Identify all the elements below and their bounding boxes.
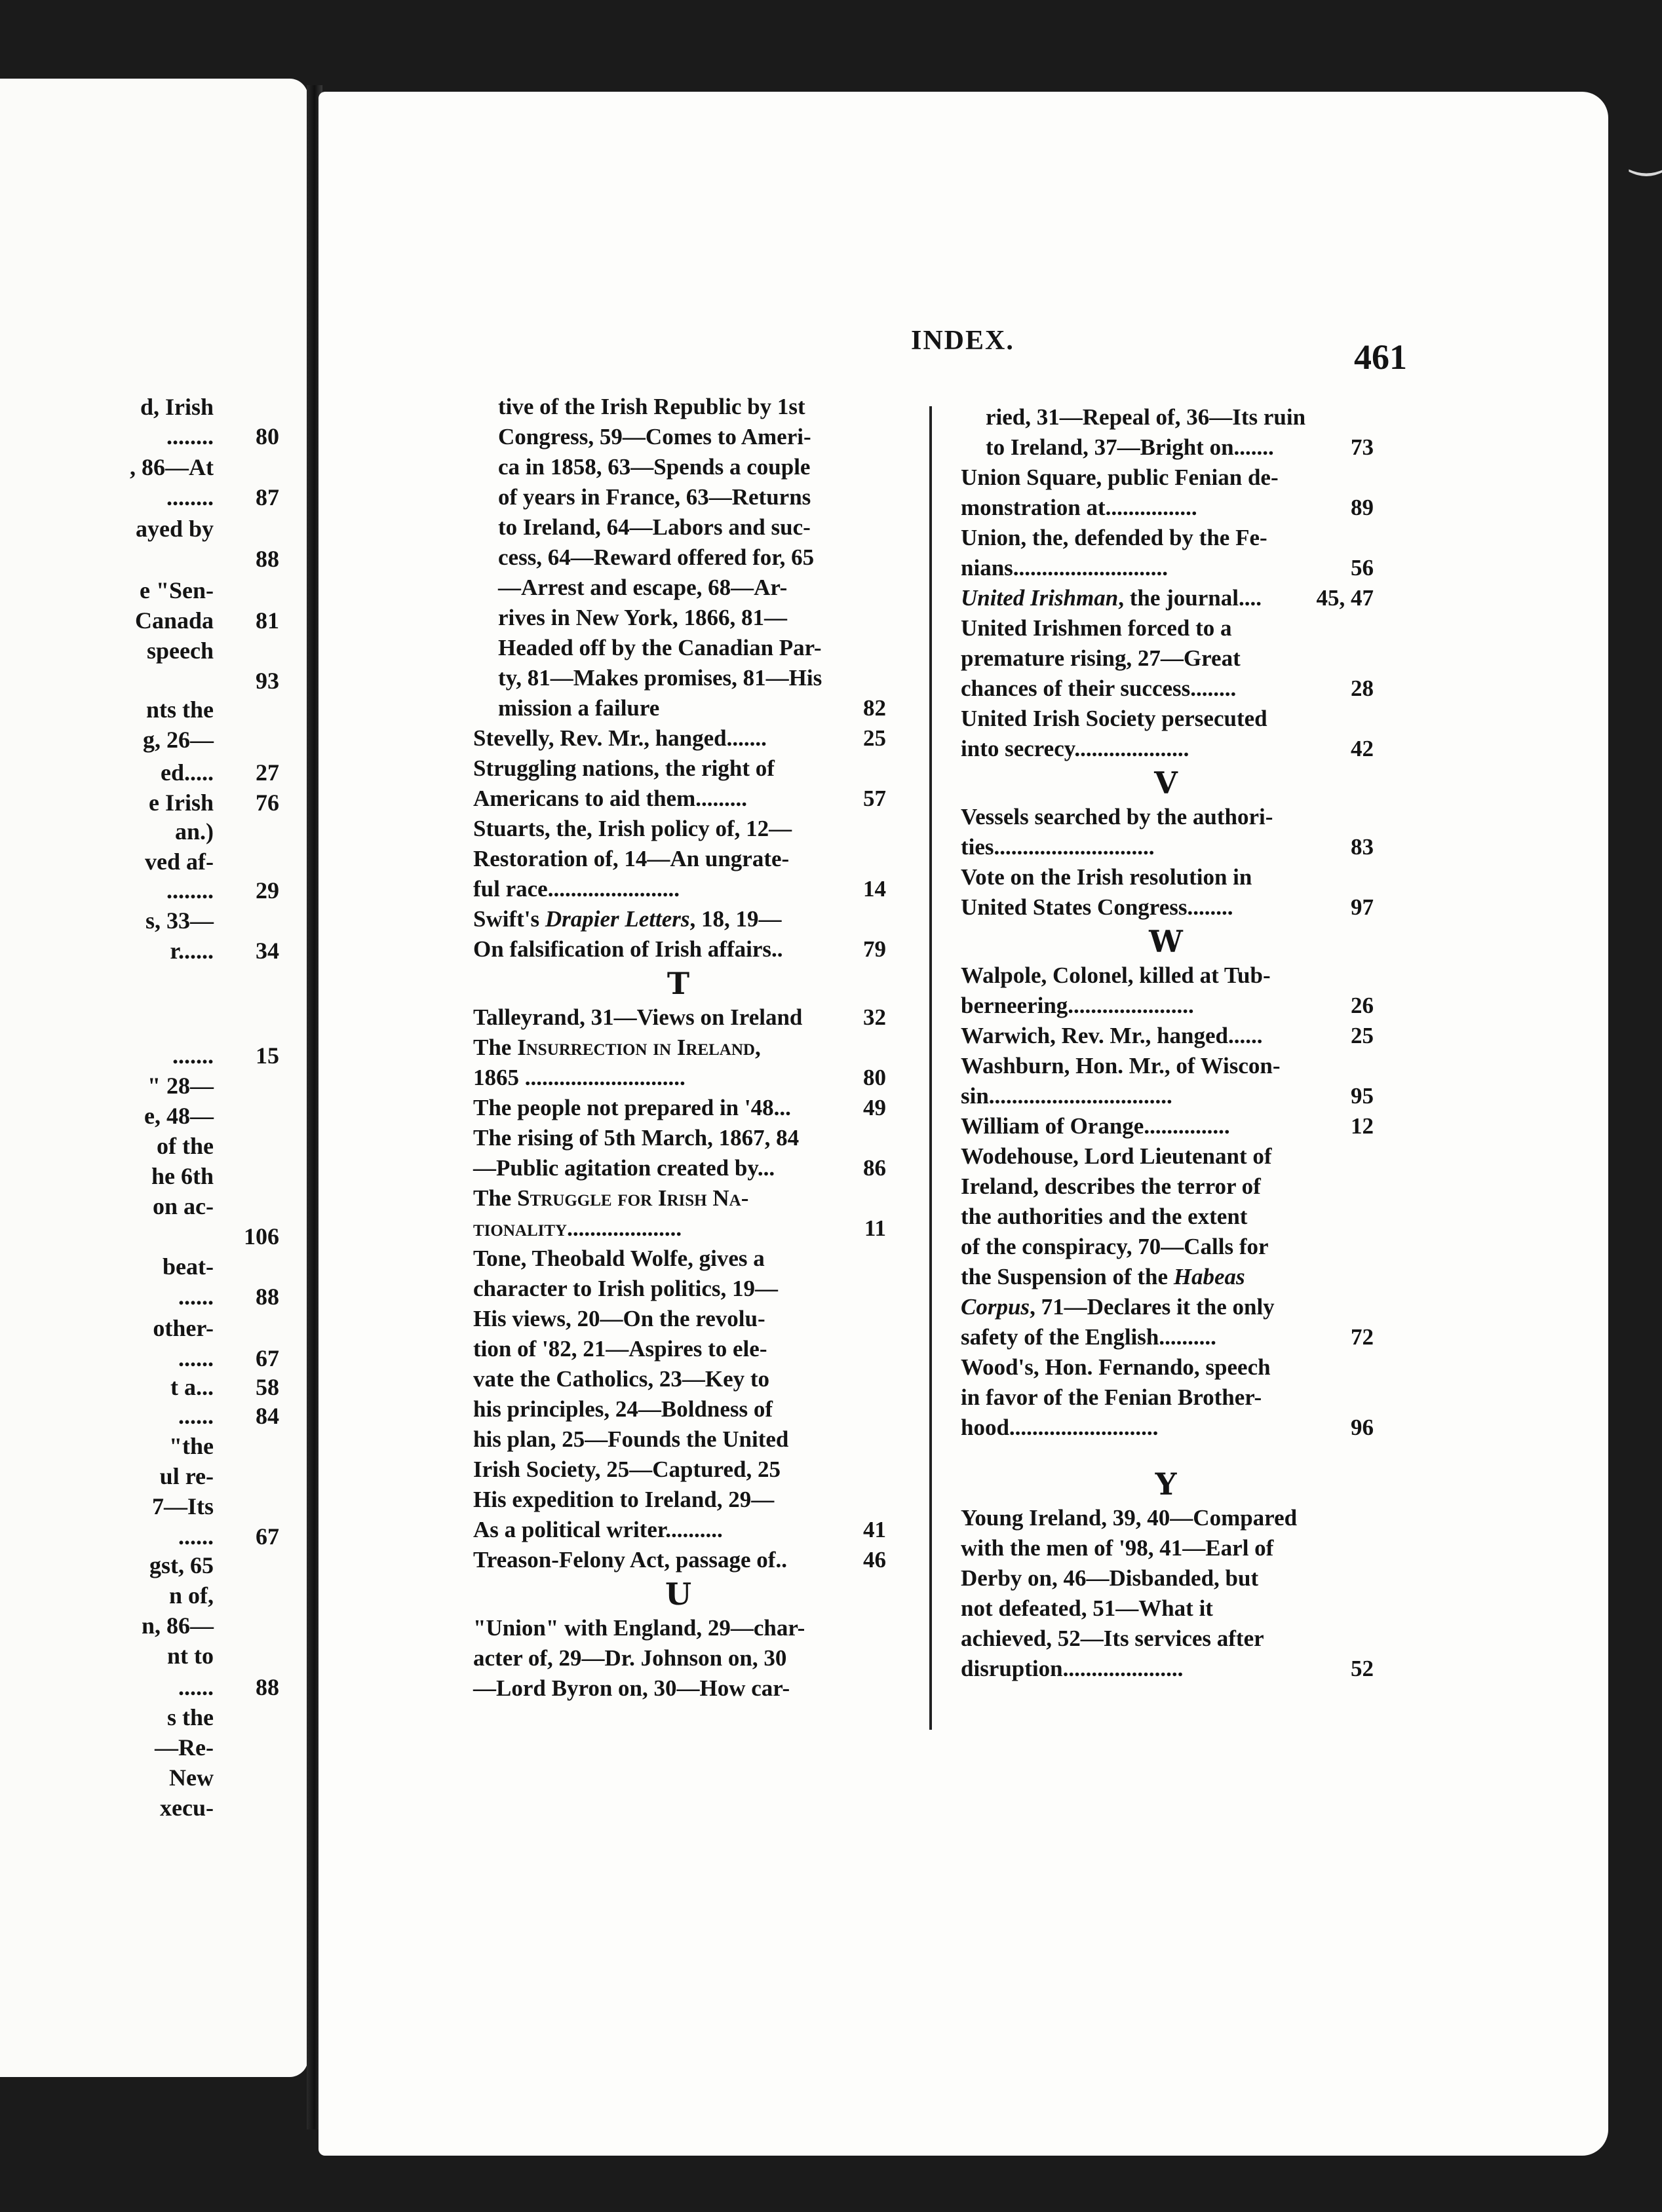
page-ref: 88 [256, 1284, 279, 1310]
index-entry [473, 1244, 886, 1545]
entry-line: achieved, 52—Its services after [961, 1626, 1264, 1651]
facing-page-line [0, 1192, 279, 1220]
entry-line: Talleyrand, 31—Views on Ireland [473, 1004, 803, 1030]
facing-page-line [0, 877, 279, 904]
entry-line: Restoration of, 14—An ungrate- [473, 846, 790, 871]
index-entry [473, 723, 886, 753]
page-ref: 32 [863, 1004, 886, 1030]
page-ref: 87 [256, 484, 279, 510]
fragment-text: ....... [172, 1042, 214, 1069]
index-entry [473, 1123, 886, 1153]
entry-title-smallcaps: Insurrection in Ireland, [517, 1035, 761, 1060]
leader-dots: .................... [567, 1215, 682, 1241]
entry-line: United States Congress........ [961, 894, 1233, 920]
entry-line: ties............................ [961, 834, 1155, 860]
facing-page-line [0, 759, 279, 786]
page-ref: 96 [1351, 1415, 1374, 1440]
fragment-text: nt to [167, 1643, 214, 1669]
entry-line: cess, 64—Reward offered for, 65 [498, 544, 815, 570]
entry-text: , the journal.... [1118, 585, 1262, 611]
index-entries-w [961, 961, 1374, 1141]
page-ref: 88 [256, 1674, 279, 1700]
page-ref: 57 [863, 786, 886, 811]
entry-line: his plan, 25—Founds the United [473, 1426, 789, 1452]
entry-line: tion of '82, 21—Aspires to ele- [473, 1336, 767, 1362]
fragment-text: —Re- [155, 1734, 214, 1761]
entry-line: to Ireland, 64—Labors and suc- [498, 514, 811, 540]
entry-line: Derby on, 46—Disbanded, but [961, 1565, 1259, 1591]
index-entry [961, 704, 1374, 764]
entry-line: Walpole, Colonel, killed at Tub- [961, 963, 1271, 988]
facing-page-line [0, 393, 279, 421]
fragment-text: e Irish [149, 790, 214, 816]
entry-line: Warwich, Rev. Mr., hanged...... [961, 1023, 1263, 1048]
entry-title-italic: Corpus [961, 1294, 1030, 1320]
entry-line: with the men of '98, 41—Earl of [961, 1535, 1274, 1561]
entry-line: His expedition to Ireland, 29— [473, 1487, 775, 1512]
facing-page-line [0, 1764, 279, 1791]
page-ref: 106 [244, 1223, 279, 1249]
facing-page-line [0, 607, 279, 634]
facing-page-left [0, 79, 308, 2077]
fragment-text: ...... [178, 1284, 214, 1310]
facing-page-line [0, 1283, 279, 1310]
column-rule [929, 406, 932, 1730]
entry-line: nians........................... [961, 555, 1169, 581]
entry-text: Swift's [473, 906, 545, 932]
index-entry-continuation [473, 392, 886, 723]
fragment-text: s, 33— [145, 907, 214, 934]
entry-line: United Irish Society persecuted [961, 706, 1267, 731]
page-ref: 73 [1351, 434, 1374, 460]
entry-line: the authorities and the extent [961, 1204, 1248, 1229]
entry-line: Union Square, public Fenian de- [961, 465, 1279, 490]
facing-page-line [0, 1673, 279, 1701]
section-letter-w: W [1149, 924, 1186, 959]
entry-text: , 71—Declares it the only [1030, 1294, 1275, 1320]
index-entry-swift [473, 904, 886, 964]
facing-page-line [0, 726, 279, 753]
facing-page-line [0, 1734, 279, 1761]
entry-line: of the conspiracy, 70—Calls for [961, 1234, 1269, 1259]
facing-page-line [0, 1402, 279, 1430]
page-ref: 88 [256, 546, 279, 572]
entry-line: into secrecy.................... [961, 736, 1189, 761]
facing-page-line [0, 1794, 279, 1821]
fragment-text: on ac- [153, 1193, 214, 1219]
index-entry [961, 1503, 1374, 1684]
facing-page-line [0, 848, 279, 875]
entry-title-smallcaps: tionality [473, 1215, 568, 1241]
entry-line: of years in France, 63—Returns [498, 484, 811, 510]
entry-line: —Lord Byron on, 30—How car- [473, 1675, 790, 1701]
entry-line: premature rising, 27—Great [961, 645, 1241, 671]
page-ref: 49 [863, 1095, 886, 1120]
entry-line: —Public agitation created by... [473, 1155, 775, 1181]
entry-text: The [473, 1185, 518, 1211]
fragment-text: ........ [166, 877, 214, 904]
entry-line: Union, the, defended by the Fe- [961, 525, 1267, 550]
facing-page-line [0, 1612, 279, 1639]
entry-text: The [473, 1035, 518, 1060]
page-ref: 52 [1351, 1656, 1374, 1681]
facing-page-line [0, 1253, 279, 1280]
page-ref: 26 [1351, 993, 1374, 1018]
entry-line: Tone, Theobald Wolfe, gives a [473, 1246, 765, 1271]
entry-line: Young Ireland, 39, 40—Compared [961, 1505, 1298, 1531]
entry-line: United Irishmen forced to a [961, 615, 1232, 641]
entry-line: Stuarts, the, Irish policy of, 12— [473, 816, 792, 841]
facing-page-line [0, 907, 279, 934]
fragment-text: Canada [134, 607, 214, 634]
facing-page-line [0, 1042, 279, 1069]
index-entry [961, 1352, 1374, 1443]
index-entry [961, 961, 1374, 1021]
page-ref: 25 [1351, 1023, 1374, 1048]
entry-line: Struggling nations, the right of [473, 755, 775, 781]
facing-page-line [0, 818, 279, 845]
entry-line: to Ireland, 37—Bright on....... [986, 434, 1274, 460]
page-ref: 95 [1351, 1083, 1374, 1109]
facing-page-line [0, 1072, 279, 1099]
entry-line: Vote on the Irish resolution in [961, 864, 1252, 890]
fragment-text: , 86—At [130, 454, 214, 480]
entry-line: ca in 1858, 63—Spends a couple [498, 454, 811, 480]
entry-line: The rising of 5th March, 1867, 84 [473, 1125, 800, 1151]
fragment-text: ...... [178, 1403, 214, 1429]
index-entry-talleyrand [473, 1002, 886, 1033]
index-entry [961, 862, 1374, 923]
page-ref: 11 [864, 1215, 886, 1241]
fragment-text: New [169, 1764, 214, 1791]
fragment-text: beat- [163, 1253, 214, 1280]
index-entry [473, 1613, 886, 1704]
fragment-text: "the [169, 1433, 214, 1459]
entry-line: Ireland, describes the terror of [961, 1173, 1261, 1199]
page-ref: 25 [863, 725, 886, 751]
entry-line: The people not prepared in '48... [473, 1095, 791, 1120]
fragment-text: ayed by [135, 516, 214, 542]
index-entry-struggle [473, 1183, 886, 1244]
facing-page-line [0, 515, 279, 543]
facing-page-line [0, 637, 279, 664]
entry-text: the Suspension of the [961, 1264, 1174, 1289]
page-ref: 46 [863, 1547, 886, 1573]
index-entry [961, 613, 1374, 704]
index-entry-young-ireland [961, 1503, 1374, 1684]
entry-line: his principles, 24—Boldness of [473, 1396, 773, 1422]
entry-line: vate the Catholics, 23—Key to [473, 1366, 770, 1392]
facing-page-line [0, 484, 279, 511]
entry-line: Congress, 59—Comes to Ameri- [498, 424, 811, 449]
page-ref: 82 [863, 695, 886, 721]
facing-page-line [0, 423, 279, 450]
fragment-text: speech [147, 638, 214, 664]
facing-page-line [0, 1462, 279, 1490]
facing-page-line [0, 937, 279, 964]
fragment-text: ed..... [161, 759, 214, 786]
facing-page-line [0, 1223, 279, 1250]
index-entry-united-irishman [961, 583, 1374, 613]
page-ref: 67 [256, 1345, 279, 1371]
page-ref: 67 [256, 1523, 279, 1550]
entry-title-italic: Habeas [1173, 1264, 1245, 1289]
fragment-text: xecu- [160, 1795, 214, 1821]
page-ref: 80 [256, 423, 279, 449]
page-ref: 42 [1351, 736, 1374, 761]
page-ref: 29 [256, 877, 279, 904]
page-ref: 41 [863, 1517, 886, 1542]
entry-title-smallcaps: Struggle for Irish Na- [517, 1185, 749, 1211]
fragment-text: an.) [174, 818, 214, 845]
page-ref: 34 [256, 938, 279, 964]
page-ref: 27 [256, 759, 279, 786]
index-entry [961, 463, 1374, 523]
entry-line: rives in New York, 1866, 81— [498, 605, 788, 630]
fragment-text: ved af- [145, 849, 214, 875]
index-entry [473, 1093, 886, 1123]
fragment-text: d, Irish [140, 394, 214, 420]
facing-page-line [0, 1523, 279, 1550]
index-entries-u [961, 463, 1374, 583]
fragment-text: gst, 65 [149, 1552, 214, 1578]
facing-page-line [0, 789, 279, 816]
facing-page-line [0, 1373, 279, 1401]
entry-line: His views, 20—On the revolu- [473, 1306, 765, 1331]
entry-line: ful race....................... [473, 876, 680, 902]
page-ref: 56 [1351, 555, 1374, 581]
index-entry [473, 1153, 886, 1183]
index-entry-insurrection [473, 1033, 886, 1093]
entry-line: mission a failure [498, 695, 660, 721]
fragment-text: " 28— [147, 1073, 214, 1099]
page-ref: 76 [256, 790, 279, 816]
index-entry-wood [961, 1352, 1374, 1443]
section-letter-y: Y [1155, 1466, 1180, 1502]
fragment-text: nts the [145, 696, 214, 723]
index-entry-continuation [961, 402, 1374, 463]
fragment-text: ul re- [159, 1463, 214, 1489]
entry-line: ried, 31—Repeal of, 36—Its ruin [986, 404, 1306, 430]
index-entry [473, 1002, 886, 1033]
entry-title-italic: United Irishman [961, 585, 1119, 611]
page-ref: 84 [256, 1403, 279, 1429]
entry-line: —Arrest and escape, 68—Ar- [498, 575, 788, 600]
page-ref: 58 [256, 1374, 279, 1400]
facing-page-line [0, 1314, 279, 1342]
facing-page-line [0, 1704, 279, 1731]
facing-page-line [0, 453, 279, 481]
page-ref: 14 [863, 876, 886, 902]
corner-mark: ‿ [1631, 131, 1662, 177]
fragment-text: e "Sen- [140, 577, 214, 603]
fragment-text: other- [153, 1315, 214, 1341]
fragment-text: ...... [178, 1674, 214, 1700]
page-ref: 86 [863, 1155, 886, 1181]
index-entry [473, 753, 886, 814]
entry-text: 1865 ............................ [473, 1065, 686, 1090]
entry-line: tive of the Irish Republic by 1st [498, 394, 805, 419]
facing-page-line [0, 1432, 279, 1460]
index-entry-wodehouse [961, 1141, 1374, 1352]
page-ref: 80 [863, 1065, 886, 1090]
index-entries-u2 [961, 613, 1374, 764]
entry-text: , 18, 19— [689, 906, 782, 932]
page-ref: 12 [1351, 1113, 1374, 1139]
index-entry [961, 523, 1374, 583]
index-entries-s [473, 723, 886, 904]
index-column-right [961, 402, 1374, 1684]
entry-line: Americans to aid them......... [473, 786, 748, 811]
entry-line: Treason-Felony Act, passage of.. [473, 1547, 787, 1573]
index-entry [961, 802, 1374, 862]
entry-line: As a political writer.......... [473, 1517, 723, 1542]
fragment-text: of the [157, 1133, 214, 1159]
section-letter-t: T [667, 966, 693, 1001]
entry-line: in favor of the Fenian Brother- [961, 1384, 1262, 1410]
index-entry [961, 1051, 1374, 1111]
facing-page-line [0, 545, 279, 573]
entry-line: William of Orange............... [961, 1113, 1230, 1139]
fragment-text: g, 26— [143, 727, 214, 753]
fragment-text: s the [167, 1704, 214, 1730]
section-letter-v: V [1154, 765, 1180, 801]
page-number: 461 [1354, 337, 1407, 377]
facing-page-line [0, 667, 279, 695]
facing-page-line [0, 1552, 279, 1579]
page-ref: 79 [863, 936, 886, 962]
entry-line: Vessels searched by the authori- [961, 804, 1273, 830]
index-entries-v [961, 802, 1374, 923]
fragment-text: ...... [178, 1345, 214, 1371]
fragment-text: t a... [170, 1374, 214, 1400]
index-entry [961, 1111, 1374, 1141]
fragment-text: ........ [166, 423, 214, 449]
fragment-text: r...... [170, 938, 214, 964]
page-ref: 89 [1351, 495, 1374, 520]
entry-line: Headed off by the Canadian Par- [498, 635, 822, 660]
running-head: INDEX. [911, 326, 1015, 356]
fragment-text: ........ [166, 484, 214, 510]
fragment-text: n of, [168, 1582, 214, 1609]
entry-line: Washburn, Hon. Mr., of Wiscon- [961, 1053, 1281, 1078]
page-ref: 97 [1351, 894, 1374, 920]
page-ref: 28 [1351, 676, 1374, 701]
entry-line: Stevelly, Rev. Mr., hanged....... [473, 725, 767, 751]
fragment-text: ...... [178, 1523, 214, 1550]
entry-line: "Union" with England, 29—char- [473, 1615, 805, 1641]
entry-line: Wood's, Hon. Fernando, speech [961, 1354, 1271, 1380]
entry-line: sin................................ [961, 1083, 1172, 1109]
page-ref: 83 [1351, 834, 1374, 860]
facing-page-line [0, 1344, 279, 1372]
index-entry [961, 1021, 1374, 1051]
section-letter-u: U [665, 1576, 695, 1612]
entry-line: acter of, 29—Dr. Johnson on, 30 [473, 1645, 787, 1671]
index-entry [473, 1545, 886, 1575]
facing-page-line [0, 1132, 279, 1160]
page-ref: 45, 47 [1316, 585, 1374, 611]
page-ref: 15 [256, 1042, 279, 1069]
fragment-text: n, 86— [141, 1612, 214, 1639]
facing-page-line [0, 1582, 279, 1609]
entry-line: disruption..................... [961, 1656, 1184, 1681]
page-ref: 72 [1351, 1324, 1374, 1350]
index-entry-tone [473, 1244, 886, 1545]
facing-page-line [0, 1493, 279, 1520]
facing-page-line [0, 1162, 279, 1190]
entry-line: monstration at................ [961, 495, 1197, 520]
index-entry [473, 814, 886, 904]
entry-text: On falsification of Irish affairs.. [473, 936, 783, 962]
entry-line: Wodehouse, Lord Lieutenant of [961, 1143, 1272, 1169]
index-entries-t [473, 1093, 886, 1183]
facing-page-line [0, 1642, 279, 1669]
entry-line: ty, 81—Makes promises, 81—His [498, 665, 822, 691]
entry-line: berneering...................... [961, 993, 1194, 1018]
index-column-left [473, 392, 886, 1704]
fragment-text: he 6th [151, 1163, 214, 1189]
fragment-text: 7—Its [151, 1493, 214, 1519]
page-ref: 93 [256, 668, 279, 694]
entry-text: safety of the English.......... [961, 1324, 1216, 1350]
facing-page-line [0, 577, 279, 604]
facing-page-line [0, 1102, 279, 1130]
entry-line: not defeated, 51—What it [961, 1595, 1213, 1621]
index-entry-union-england [473, 1613, 886, 1704]
entry-title-italic: Drapier Letters [545, 906, 690, 932]
entry-line: chances of their success........ [961, 676, 1237, 701]
page-ref: 81 [256, 607, 279, 634]
entry-line: hood.......................... [961, 1415, 1159, 1440]
facing-page-line [0, 696, 279, 723]
index-entry-treason [473, 1545, 886, 1575]
entry-line: Irish Society, 25—Captured, 25 [473, 1457, 781, 1482]
entry-line: character to Irish politics, 19— [473, 1276, 778, 1301]
fragment-text: e, 48— [144, 1103, 214, 1129]
